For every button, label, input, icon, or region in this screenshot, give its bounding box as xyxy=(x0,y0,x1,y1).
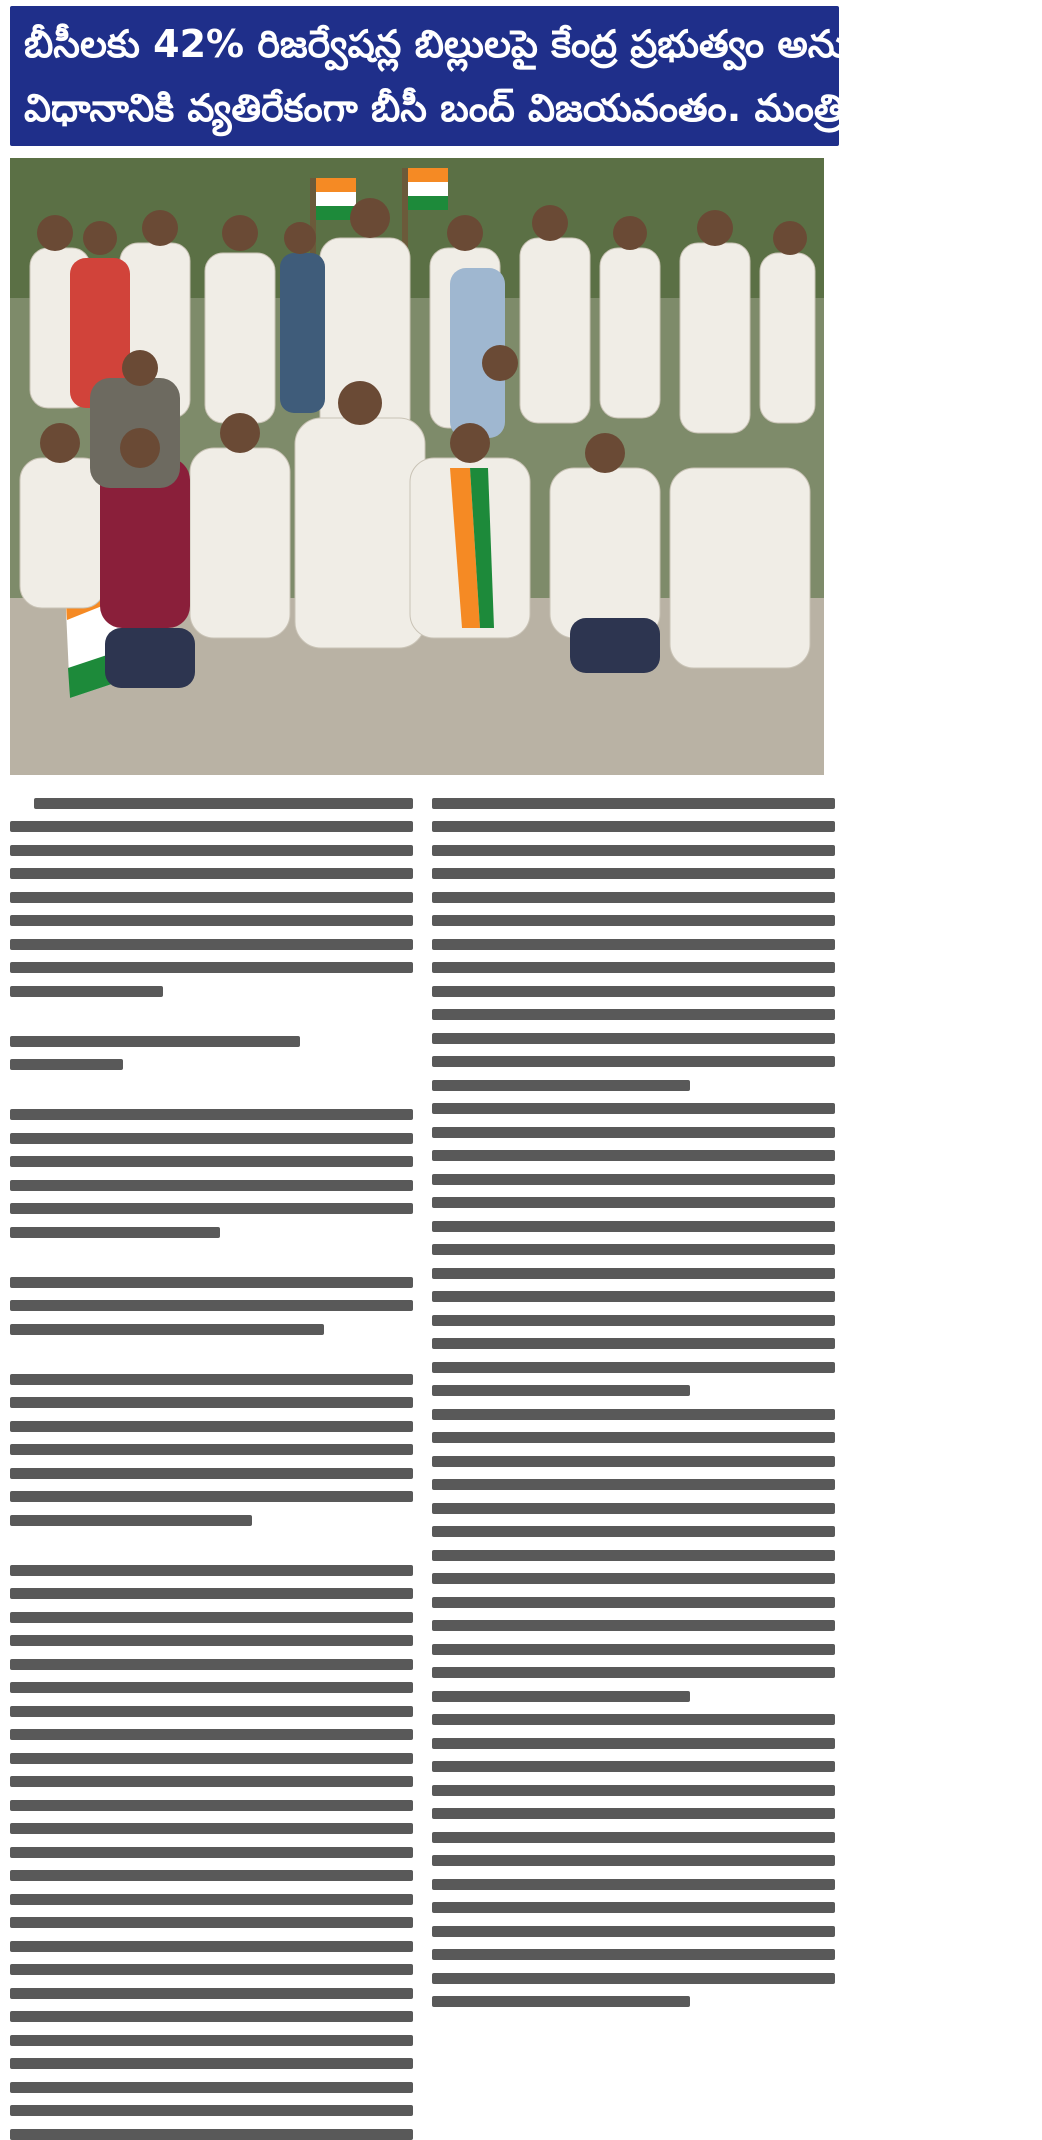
text-line-placeholder xyxy=(432,1033,835,1044)
text-line-placeholder xyxy=(10,1109,413,1120)
text-line-placeholder xyxy=(432,821,835,832)
text-line-placeholder xyxy=(10,1917,413,1928)
text-line-placeholder xyxy=(10,1180,413,1191)
text-line-placeholder xyxy=(432,1738,835,1749)
text-line-placeholder xyxy=(10,1421,413,1432)
text-line-placeholder xyxy=(10,845,413,856)
text-line-placeholder xyxy=(10,892,413,903)
text-line-placeholder xyxy=(10,962,413,973)
text-line-placeholder xyxy=(10,1515,252,1526)
text-line-placeholder xyxy=(432,1479,835,1490)
text-line-placeholder xyxy=(10,1374,413,1385)
text-line-placeholder xyxy=(432,1244,835,1255)
text-line-placeholder xyxy=(432,986,835,997)
text-line-placeholder xyxy=(10,1964,413,1975)
text-line-placeholder xyxy=(432,1714,835,1725)
text-line-placeholder xyxy=(432,1221,835,1232)
text-line-placeholder xyxy=(10,2035,413,2046)
text-line-placeholder xyxy=(432,1150,835,1161)
text-line-placeholder xyxy=(432,1691,690,1702)
text-line-placeholder xyxy=(432,1127,835,1138)
text-line-placeholder xyxy=(10,1729,413,1740)
text-line-placeholder xyxy=(432,1432,835,1443)
text-line-placeholder xyxy=(432,1808,835,1819)
text-line-placeholder xyxy=(432,1996,690,2007)
news-photo xyxy=(10,158,824,775)
text-line-placeholder xyxy=(432,1902,835,1913)
text-line-placeholder xyxy=(432,1362,835,1373)
text-line-placeholder xyxy=(10,821,413,832)
text-line-placeholder xyxy=(10,1753,413,1764)
text-line-placeholder xyxy=(10,1444,413,1455)
text-line-placeholder xyxy=(10,915,413,926)
text-line-placeholder xyxy=(10,1941,413,1952)
text-line-placeholder xyxy=(10,1277,413,1288)
text-line-placeholder xyxy=(432,1338,835,1349)
text-line-placeholder xyxy=(10,1870,413,1881)
text-line-placeholder xyxy=(432,1597,835,1608)
text-line-placeholder xyxy=(432,798,835,809)
text-line-placeholder xyxy=(432,1926,835,1937)
text-line-placeholder xyxy=(10,1203,413,1214)
text-line-placeholder xyxy=(432,1949,835,1960)
text-line-placeholder xyxy=(432,1315,835,1326)
text-line-placeholder xyxy=(432,1620,835,1631)
text-line-placeholder xyxy=(10,1612,413,1623)
text-line-placeholder xyxy=(432,1056,835,1067)
text-line-placeholder xyxy=(432,1291,835,1302)
headline-line-1: బీసీలకు 42% రిజర్వేషన్ల బిల్లులపై కేంద్ర ప్రభుత్వం అనుసరిస్తున్న xyxy=(24,22,975,66)
text-line-placeholder xyxy=(10,1059,123,1070)
text-line-placeholder xyxy=(10,1659,413,1670)
text-line-placeholder xyxy=(432,1503,835,1514)
text-line-placeholder xyxy=(432,1526,835,1537)
text-line-placeholder xyxy=(432,1174,835,1185)
text-line-placeholder xyxy=(432,1973,835,1984)
text-line-placeholder xyxy=(10,1894,413,1905)
text-line-placeholder xyxy=(432,1644,835,1655)
text-line-placeholder xyxy=(10,1588,413,1599)
text-line-placeholder xyxy=(432,1409,835,1420)
text-line-placeholder xyxy=(432,1573,835,1584)
text-line-placeholder xyxy=(10,1706,413,1717)
protest-photo-illustration xyxy=(10,158,824,775)
text-line-placeholder xyxy=(10,1468,413,1479)
text-line-placeholder xyxy=(10,2058,413,2069)
text-line-placeholder xyxy=(10,986,163,997)
text-line-placeholder xyxy=(432,1785,835,1796)
text-line-placeholder xyxy=(10,1823,413,1834)
text-line-placeholder xyxy=(34,798,413,809)
text-line-placeholder xyxy=(432,1456,835,1467)
text-line-placeholder xyxy=(10,1776,413,1787)
text-line-placeholder xyxy=(10,1036,300,1047)
text-line-placeholder xyxy=(10,1156,413,1167)
text-line-placeholder xyxy=(432,1080,690,1091)
text-line-placeholder xyxy=(10,2011,413,2022)
headline-banner xyxy=(10,6,1042,146)
text-line-placeholder xyxy=(432,962,835,973)
text-line-placeholder xyxy=(10,1847,413,1858)
text-line-placeholder xyxy=(432,1761,835,1772)
text-line-placeholder xyxy=(432,915,835,926)
headline-line-2: విధానానికి వ్యతిరేకంగా బీసీ బంద్ విజయవంతం. మంత్రి వాకిటి శ్రీహరి xyxy=(24,86,1042,130)
text-line-placeholder xyxy=(10,1491,413,1502)
article-column-left xyxy=(10,785,413,2030)
text-line-placeholder xyxy=(432,1832,835,1843)
text-line-placeholder xyxy=(10,2129,413,2140)
text-line-placeholder xyxy=(10,1565,413,1576)
text-line-placeholder xyxy=(432,1103,835,1114)
text-line-placeholder xyxy=(10,1988,413,1999)
text-line-placeholder xyxy=(432,1667,835,1678)
text-line-placeholder xyxy=(10,2082,413,2093)
article-column-right xyxy=(432,785,835,2030)
text-line-placeholder xyxy=(10,1133,413,1144)
text-line-placeholder xyxy=(10,868,413,879)
text-line-placeholder xyxy=(432,892,835,903)
text-line-placeholder xyxy=(10,1300,413,1311)
text-line-placeholder xyxy=(432,845,835,856)
text-line-placeholder xyxy=(10,1635,413,1646)
text-line-placeholder xyxy=(10,1682,413,1693)
text-line-placeholder xyxy=(10,1800,413,1811)
text-line-placeholder xyxy=(432,1009,835,1020)
text-line-placeholder xyxy=(432,1855,835,1866)
text-line-placeholder xyxy=(432,868,835,879)
text-line-placeholder xyxy=(432,939,835,950)
text-line-placeholder xyxy=(432,1268,835,1279)
text-line-placeholder xyxy=(10,1324,324,1335)
text-line-placeholder xyxy=(432,1385,690,1396)
text-line-placeholder xyxy=(10,1397,413,1408)
text-line-placeholder xyxy=(10,2105,413,2116)
text-line-placeholder xyxy=(10,1227,220,1238)
text-line-placeholder xyxy=(432,1879,835,1890)
text-line-placeholder xyxy=(432,1197,835,1208)
text-line-placeholder xyxy=(10,939,413,950)
text-line-placeholder xyxy=(432,1550,835,1561)
